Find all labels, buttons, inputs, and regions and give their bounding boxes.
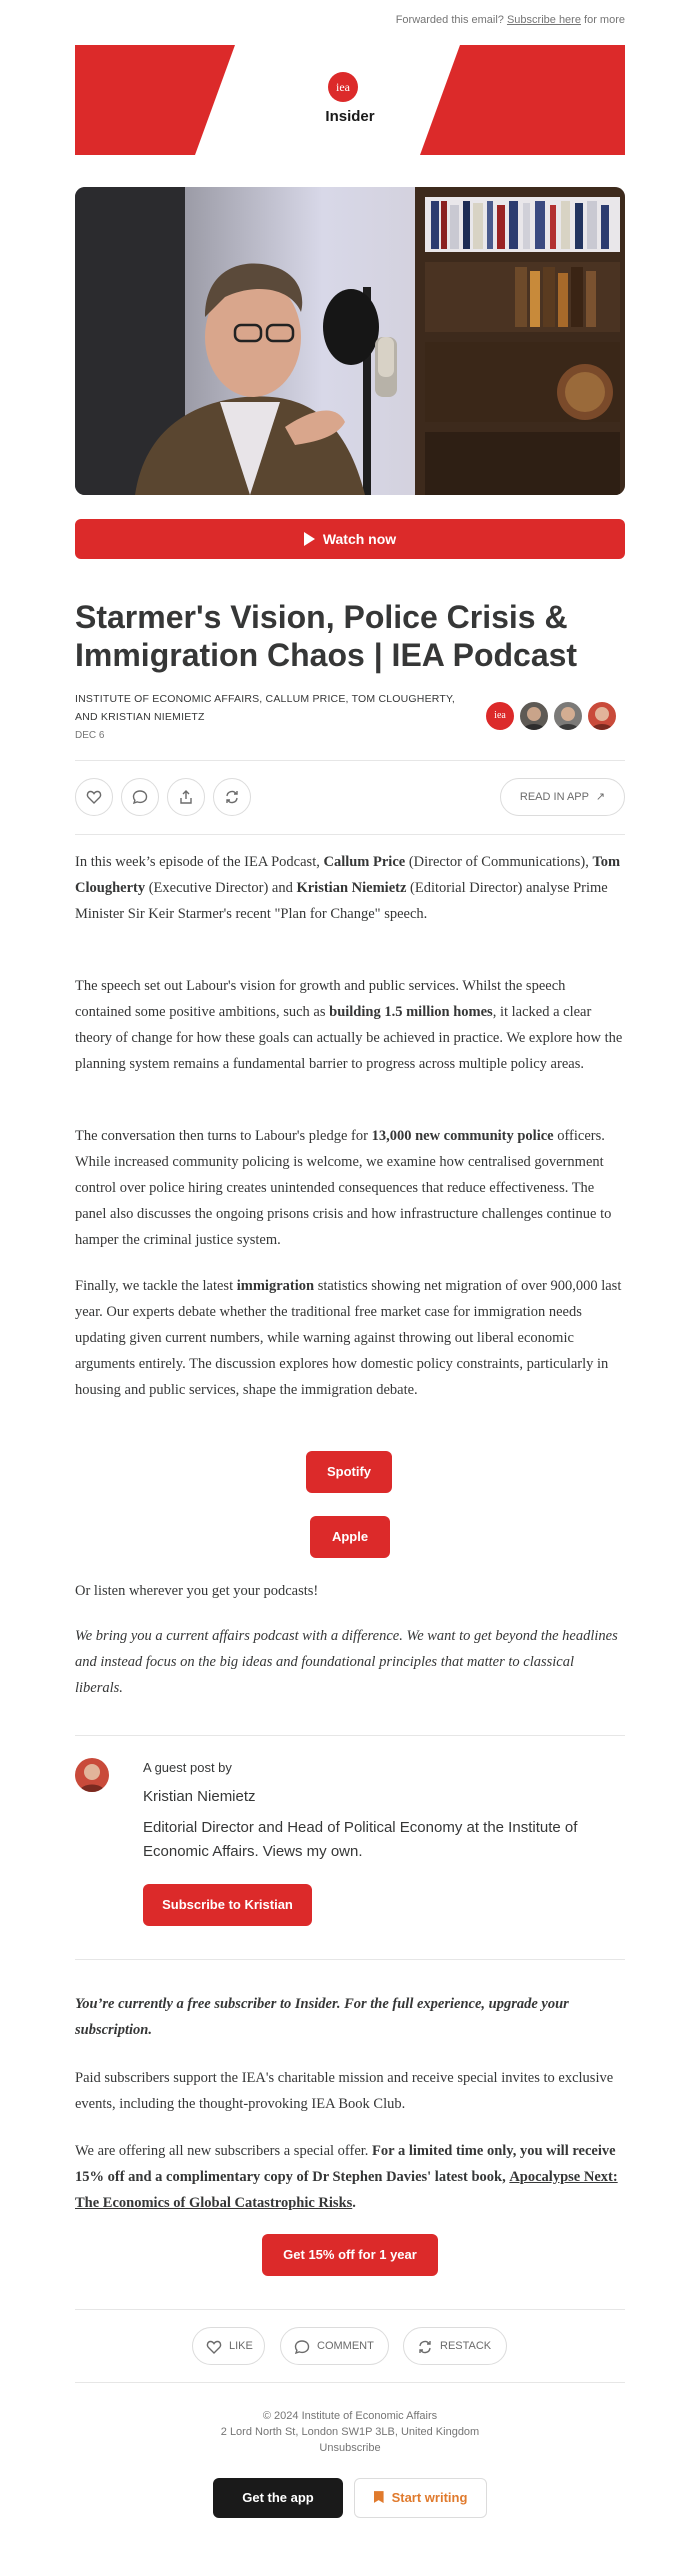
read-in-app-button[interactable]: READ IN APP ↗ (500, 778, 625, 816)
spotify-button[interactable]: Spotify (306, 1451, 392, 1493)
insider-wordmark: Insider (325, 108, 375, 125)
podcast-tagline: We bring you a current affairs podcast with a difference. We want to get beyond the headlines and instead focus on the big ideas and foundational principles that matter to classical liberals. (75, 1628, 618, 1696)
post-title: Starmer's Vision, Police Crisis & Immigration Chaos | IEA Podcast (75, 599, 578, 673)
divider (75, 2382, 625, 2383)
free-subscriber-notice: You’re currently a free subscriber to Insider. For the full experience, upgrade your subscription. (75, 1996, 569, 2038)
heart-icon (86, 789, 102, 805)
iea-logo: iea (328, 72, 358, 102)
share-icon (178, 789, 194, 805)
footer-copyright: © 2024 Institute of Economic Affairs (262, 2410, 438, 2422)
footer-address: 2 Lord North St, London SW1P 3LB, United Kingdom (220, 2426, 480, 2438)
post-authors[interactable]: INSTITUTE OF ECONOMIC AFFAIRS, CALLUM PRICE, TOM CLOUGHERTY, AND KRISTIAN NIEMIETZ (75, 693, 455, 723)
avatar-iea[interactable]: iea (484, 700, 516, 732)
restack-icon (224, 789, 240, 805)
bookmark-icon (374, 2491, 384, 2503)
share-button[interactable] (167, 778, 205, 816)
guest-avatar[interactable] (75, 1758, 109, 1792)
divider (75, 2309, 625, 2310)
guest-author-bio: Editorial Director and Head of Political Economy at the Institute of Economic Affairs. Views my own. (143, 1819, 578, 1860)
paragraph-intro: In this week’s episode of the IEA Podcast, Callum Price (Director of Communications), Tom Clougherty (Executive Director) and Kristian Niemietz (Editorial Director) analyse Prime Minister Sir Keir Starmer's recent "Plan for Change" speech. (75, 854, 621, 922)
heart-icon (206, 2339, 222, 2355)
get-the-app-button[interactable]: Get the app (213, 2478, 343, 2518)
special-offer-text: We are offering all new subscribers a special offer. For a limited time only, you will receive 15% off and a complimentary copy of Dr Stephen Davies' latest book, Apocalypse Next: The Economics of Global Catastrophic Risks. (75, 2143, 618, 2211)
arrow-up-right-icon: ↗ (595, 791, 606, 803)
comment-pill-button[interactable]: COMMENT (280, 2327, 389, 2365)
paragraph-speech: The speech set out Labour's vision for growth and public services. Whilst the speech contained some positive ambitions, such as building 1.5 million homes, it lacked a clear theory of change for how these goals can actually be achieved in practice. We explore how the planning system remains a fundamental barrier to progress across multiple policy areas. (75, 978, 623, 1072)
restack-button[interactable] (213, 778, 251, 816)
book-link[interactable]: Apocalypse Next: The Economics of Global Catastrophic Risks (75, 2169, 618, 2211)
apple-button[interactable]: Apple (310, 1516, 390, 1558)
unsubscribe-link[interactable]: Unsubscribe (319, 2442, 381, 2454)
divider (75, 1735, 625, 1736)
divider (75, 834, 625, 835)
restack-icon (417, 2339, 433, 2355)
subscribe-to-kristian-button[interactable]: Subscribe to Kristian (143, 1884, 312, 1926)
paragraph-immigration: Finally, we tackle the latest immigration statistics showing net migration of over 900,000 last year. Our experts debate whether the traditional free market case for immigration needs updating given current numbers, while warning against throwing out liberal economic arguments entirely. The discussion explores how domestic policy constraints, particularly in housing and public services, shape the immigration debate. (75, 1278, 622, 1398)
comment-button[interactable] (121, 778, 159, 816)
podcast-video-thumbnail[interactable] (75, 187, 625, 495)
listen-text: Or listen wherever you get your podcasts! (75, 1583, 319, 1599)
avatar-kristian-niemietz[interactable] (586, 700, 618, 732)
forward-notice: Forwarded this email? Subscribe here for more (395, 14, 625, 26)
guest-author-name[interactable]: Kristian Niemietz (143, 1788, 256, 1805)
avatar-tom-clougherty[interactable] (552, 700, 584, 732)
restack-pill-button[interactable]: RESTACK (403, 2327, 507, 2365)
comment-icon (132, 789, 148, 805)
get-discount-button[interactable]: Get 15% off for 1 year (262, 2234, 438, 2276)
start-writing-button[interactable]: Start writing (354, 2478, 487, 2518)
guest-post-label: A guest post by (143, 1760, 232, 1775)
post-date: DEC 6 (75, 730, 105, 741)
play-icon (304, 532, 315, 546)
paid-benefits-text: Paid subscribers support the IEA's charitable mission and receive special invites to exclusive events, including the thought-provoking IEA Book Club. (75, 2070, 614, 2112)
comment-icon (294, 2339, 310, 2355)
hero-illustration (75, 187, 625, 495)
like-pill-button[interactable]: LIKE (192, 2327, 265, 2365)
avatar-callum-price[interactable] (518, 700, 550, 732)
like-button[interactable] (75, 778, 113, 816)
divider (75, 1959, 625, 1960)
divider (75, 760, 625, 761)
subscribe-here-link[interactable]: Subscribe here (506, 14, 581, 26)
paragraph-police: The conversation then turns to Labour's pledge for 13,000 new community police officers. While increased community policing is welcome, we examine how centralised government control over police hiring creates unintended consequences that reduce effectiveness. The panel also discusses the ongoing prisons crisis and how infrastructure challenges continue to hamper the criminal justice system. (75, 1128, 612, 1248)
watch-now-button[interactable]: Watch now (75, 519, 625, 559)
